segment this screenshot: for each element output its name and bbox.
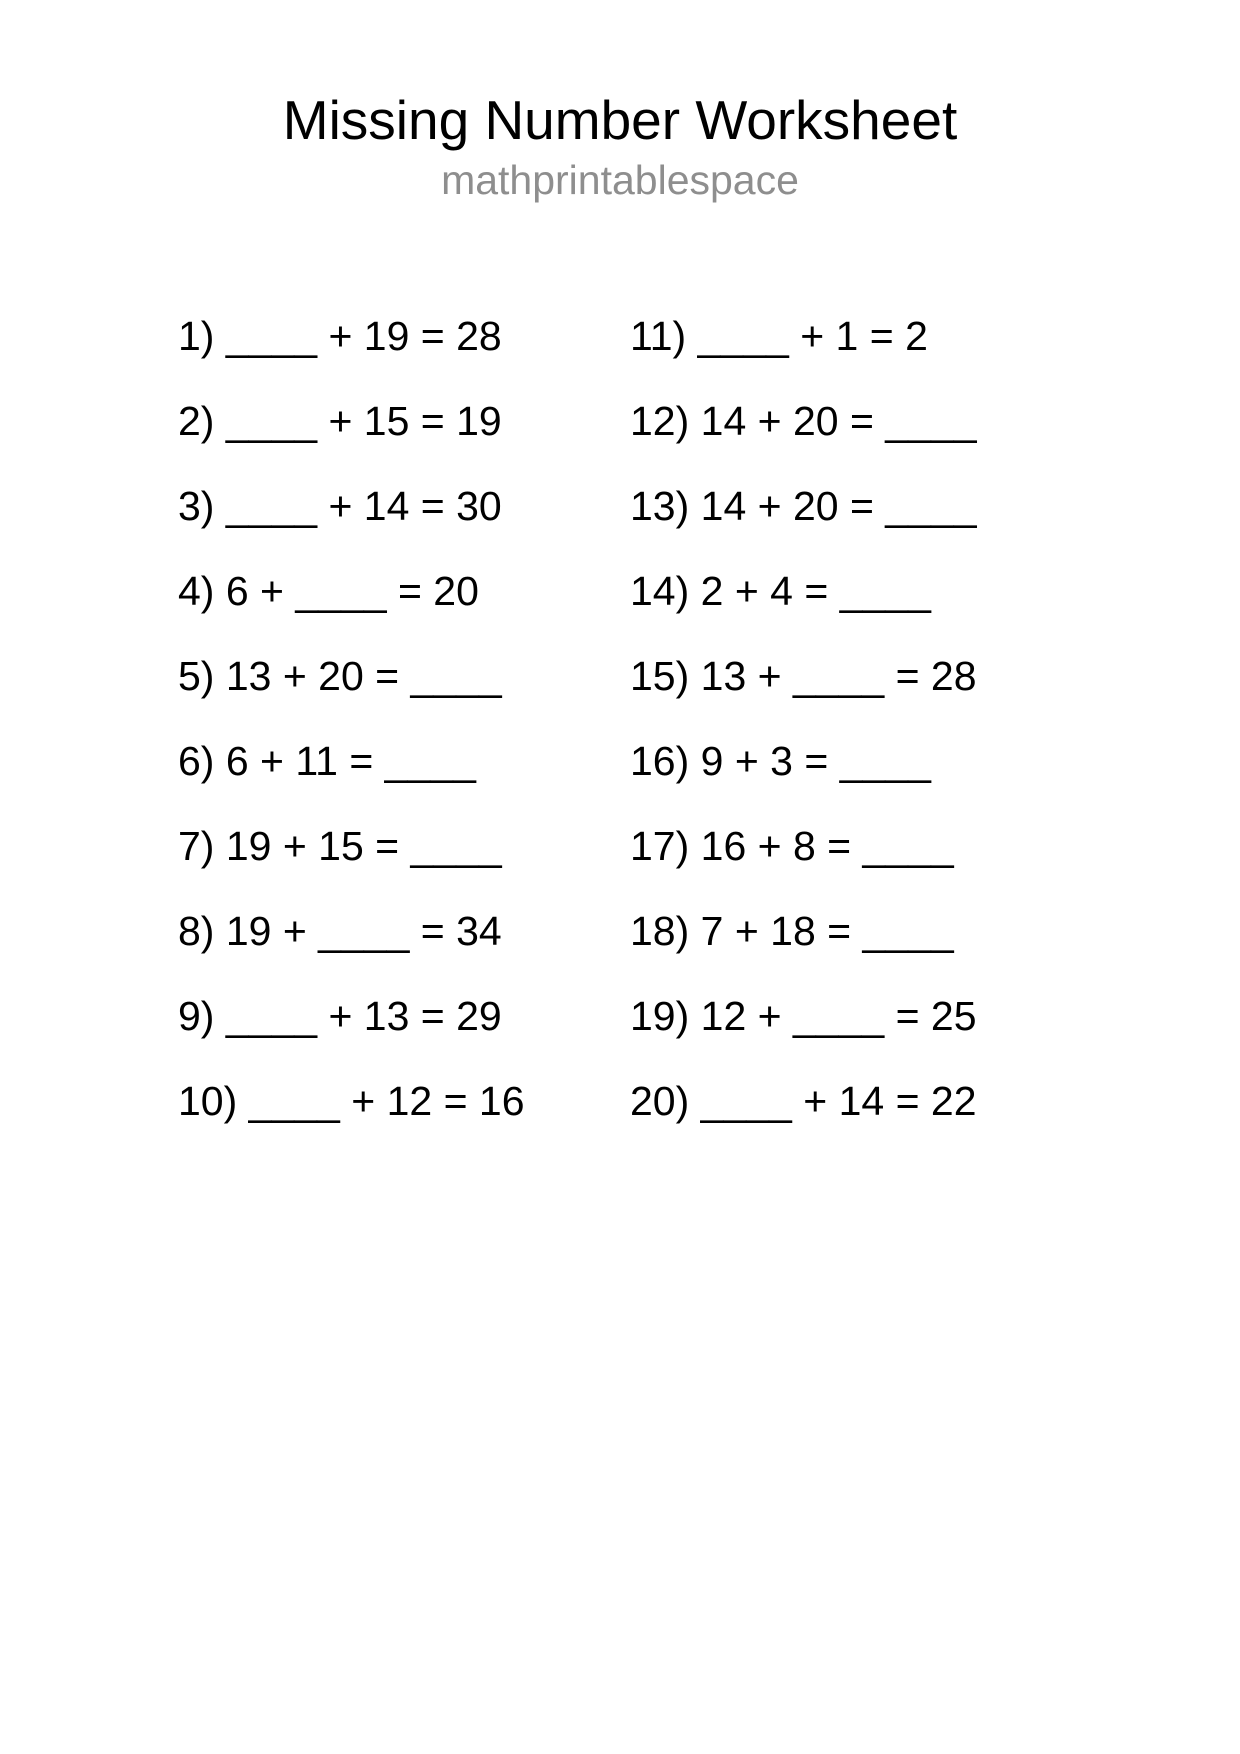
problem-8: 8) 19 + ____ = 34 [178, 908, 502, 954]
problem-14: 14) 2 + 4 = ____ [630, 568, 931, 614]
problem-4: 4) 6 + ____ = 20 [178, 568, 479, 614]
problem-12: 12) 14 + 20 = ____ [630, 398, 977, 444]
problem-5: 5) 13 + 20 = ____ [178, 653, 502, 699]
problems-column-right [630, 294, 977, 1144]
problem-19: 19) 12 + ____ = 25 [630, 993, 977, 1039]
problem-16: 16) 9 + 3 = ____ [630, 738, 931, 784]
problem-3: 3) ____ + 14 = 30 [178, 483, 502, 529]
problem-13: 13) 14 + 20 = ____ [630, 483, 977, 529]
problem-15: 15) 13 + ____ = 28 [630, 653, 977, 699]
page-subtitle: mathprintablespace [441, 157, 799, 203]
problem-20: 20) ____ + 14 = 22 [630, 1078, 977, 1124]
problem-18: 18) 7 + 18 = ____ [630, 908, 954, 954]
problem-6: 6) 6 + 11 = ____ [178, 738, 476, 784]
problem-17: 17) 16 + 8 = ____ [630, 823, 954, 869]
problems-column-left [178, 294, 630, 1144]
problem-2: 2) ____ + 15 = 19 [178, 398, 502, 444]
problem-9: 9) ____ + 13 = 29 [178, 993, 502, 1039]
problem-7: 7) 19 + 15 = ____ [178, 823, 502, 869]
problem-11: 11) ____ + 1 = 2 [630, 313, 928, 359]
problem-1: 1) ____ + 19 = 28 [178, 313, 502, 359]
problem-10: 10) ____ + 12 = 16 [178, 1078, 525, 1124]
page-title: Missing Number Worksheet [282, 89, 958, 151]
problems-area [178, 294, 977, 1144]
